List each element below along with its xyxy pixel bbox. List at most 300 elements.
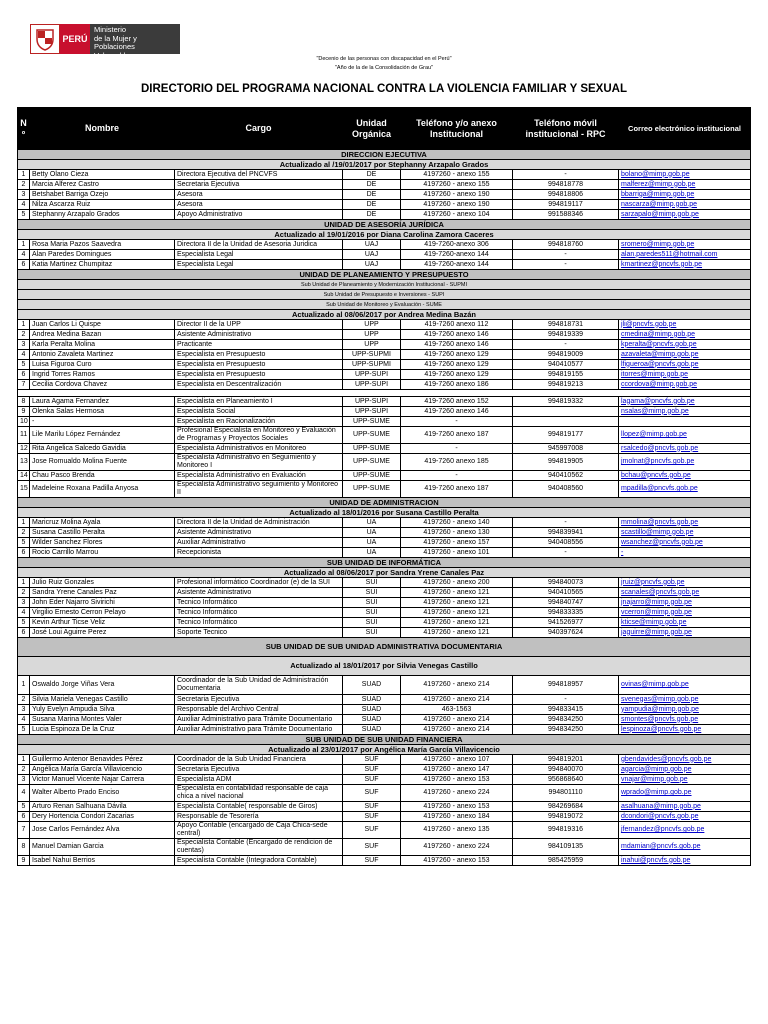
- unit: SUF: [343, 785, 401, 802]
- unit: UPP-SUPI: [343, 370, 401, 380]
- table-row: [18, 676, 751, 695]
- unit: UA: [343, 518, 401, 528]
- email[interactable]: malferez@mimp.gob.pe: [619, 180, 751, 190]
- person-name: Betty Olano Cieza: [30, 170, 175, 180]
- updated-note: Actualizado al 08/06/2017 por Andrea Medina Bazán: [18, 310, 751, 320]
- phone-extension: 4197260 - anexo 214: [401, 695, 513, 705]
- phone-extension: 4197260 - anexo 135: [401, 822, 513, 839]
- table-row: [18, 538, 751, 548]
- position: Especialista Administrativo en Evaluación: [175, 471, 343, 481]
- row-number: 5: [18, 360, 30, 370]
- row-number: 6: [18, 548, 30, 558]
- unit: DE: [343, 170, 401, 180]
- coat-of-arms-icon: [30, 24, 60, 54]
- email[interactable]: vcerron@mimp.gob.pe: [619, 608, 751, 618]
- unit: SUAD: [343, 676, 401, 695]
- mobile-rpc: -: [513, 548, 619, 558]
- unit: SUAD: [343, 715, 401, 725]
- mobile-rpc: 940410562: [513, 471, 619, 481]
- email[interactable]: scanales@pncvfs.gob.pe: [619, 588, 751, 598]
- table-row: [18, 802, 751, 812]
- person-name: Dery Hortencia Condori Zacarias: [30, 812, 175, 822]
- table-row: [18, 407, 751, 417]
- email[interactable]: ccordova@mimp.gob.pe: [619, 380, 751, 390]
- unit: UA: [343, 538, 401, 548]
- phone-extension: 419-7260 anexo 129: [401, 360, 513, 370]
- unit: UPP-SUME: [343, 471, 401, 481]
- column-header-email: Correo electrónico institucional: [619, 108, 751, 150]
- person-name: John Eder Najarro Sivirichi: [30, 598, 175, 608]
- table-row: [18, 618, 751, 628]
- phone-extension: 4197260 - anexo 157: [401, 538, 513, 548]
- row-number: 7: [18, 380, 30, 390]
- row-number: 5: [18, 210, 30, 220]
- section-header-row: [18, 220, 751, 230]
- email[interactable]: gbendavides@pncvfs.gob.pe: [619, 755, 751, 765]
- row-number: 1: [18, 320, 30, 330]
- table-row: [18, 705, 751, 715]
- phone-extension: 4197260 - anexo 184: [401, 812, 513, 822]
- email[interactable]: jli@pncvfs.gob.pe: [619, 320, 751, 330]
- unit: UA: [343, 528, 401, 538]
- row-number: 5: [18, 538, 30, 548]
- unit: UPP-SUME: [343, 454, 401, 471]
- table-row: [18, 250, 751, 260]
- mobile-rpc: 956868640: [513, 775, 619, 785]
- unit: SUAD: [343, 705, 401, 715]
- table-row: [18, 380, 751, 390]
- person-name: Angélica María García Villavicencio: [30, 765, 175, 775]
- table-row: [18, 528, 751, 538]
- position: Apoyo Administrativo: [175, 210, 343, 220]
- mobile-rpc: 994834250: [513, 725, 619, 735]
- email[interactable]: sromero@mimp.gob.pe: [619, 240, 751, 250]
- mobile-rpc: -: [513, 340, 619, 350]
- sub-unit-row: [18, 300, 751, 310]
- position: Especialista Contable( responsable de Giros): [175, 802, 343, 812]
- table-row: [18, 628, 751, 638]
- mobile-rpc: 994840747: [513, 598, 619, 608]
- email[interactable]: alan.paredes511@hotmail.com: [619, 250, 751, 260]
- person-name: Madeleine Roxana Padilla Anyosa: [30, 481, 175, 498]
- email[interactable]: inahui@pncvfs.gob.pe: [619, 856, 751, 866]
- mobile-rpc: 994833415: [513, 705, 619, 715]
- email[interactable]: asalhuana@mimp.gob.pe: [619, 802, 751, 812]
- person-name: Guillermo Antenor Benavides Pérez: [30, 755, 175, 765]
- phone-extension: 4197260 - anexo 121: [401, 618, 513, 628]
- email[interactable]: jmolnat@pncvfs.gob.pe: [619, 454, 751, 471]
- phone-extension: 419-7260 anexo 146: [401, 330, 513, 340]
- email[interactable]: lfigueroa@pncvfs.gob.pe: [619, 360, 751, 370]
- position: Profesional Especialista en Monitoreo y Evaluación de Programas y Proyectos Sociales: [175, 427, 343, 444]
- email: -: [619, 548, 751, 558]
- person-name: Silvia Mariela Venegas Castillo: [30, 695, 175, 705]
- position: Responsable del Archivo Central: [175, 705, 343, 715]
- section-title: SUB UNIDAD DE SUB UNIDAD FINANCIERA: [18, 735, 751, 745]
- row-number: 7: [18, 822, 30, 839]
- row-number: 2: [18, 695, 30, 705]
- table-row: [18, 775, 751, 785]
- person-name: Lile Marilu López Fernández: [30, 427, 175, 444]
- table-row: [18, 360, 751, 370]
- person-name: Katia Martinez Chumpitaz: [30, 260, 175, 270]
- mobile-rpc: 994819332: [513, 397, 619, 407]
- table-row: [18, 397, 751, 407]
- phone-extension: 419-7260 anexo 146: [401, 407, 513, 417]
- person-name: Olenka Salas Hermosa: [30, 407, 175, 417]
- table-row: [18, 471, 751, 481]
- unit: DE: [343, 180, 401, 190]
- email[interactable]: cmedina@mimp.gob.pe: [619, 330, 751, 340]
- mobile-rpc: -: [513, 260, 619, 270]
- updated-note-row: [18, 508, 751, 518]
- mobile-rpc: 984269684: [513, 802, 619, 812]
- anio-text: "Año de la de la Consolidación de Grau": [334, 65, 434, 71]
- mobile-rpc: 994819155: [513, 370, 619, 380]
- unit: UPP-SUPMI: [343, 350, 401, 360]
- position: Especialista Contable (Encargado de rendicion de cuentas): [175, 839, 343, 856]
- phone-extension: 4197260 - anexo 200: [401, 578, 513, 588]
- person-name: Juan Carlos Li Quispe: [30, 320, 175, 330]
- phone-extension: 4197260 - anexo 121: [401, 588, 513, 598]
- email[interactable]: azavaleta@mimp.gob.pe: [619, 350, 751, 360]
- table-row: [18, 260, 751, 270]
- email[interactable]: wprado@mimp.gob.pe: [619, 785, 751, 802]
- email[interactable]: jaguirre@mimp.gob.pe: [619, 628, 751, 638]
- person-name: -: [30, 417, 175, 427]
- email[interactable]: ovinas@mimp.gob.pe: [619, 676, 751, 695]
- position: Directora II de la Unidad de Asesoria Juridica: [175, 240, 343, 250]
- phone-extension: 4197260 - anexo 214: [401, 676, 513, 695]
- position: Profesional informático Coordinador (e) de la SUI: [175, 578, 343, 588]
- position: Tecnico Informático: [175, 608, 343, 618]
- position: Especialista en Presupuesto: [175, 360, 343, 370]
- email[interactable]: rsalcedo@pncvfs.gob.pe: [619, 444, 751, 454]
- table-row: [18, 822, 751, 839]
- updated-note: Actualizado al 18/01/2016 por Susana Castillo Peralta: [18, 508, 751, 518]
- phone-extension: 463-1563: [401, 705, 513, 715]
- table-body: [18, 150, 751, 866]
- email[interactable]: sarzapalo@mimp.gob.pe: [619, 210, 751, 220]
- position: Especialista Administrativo seguimiento y Monitoreo II: [175, 481, 343, 498]
- table-row: [18, 518, 751, 528]
- position: Responsable de Tesorería: [175, 812, 343, 822]
- column-header-name: Nombre: [30, 108, 175, 150]
- phone-extension: 419-7260 anexo 186: [401, 380, 513, 390]
- phone-extension: -: [401, 444, 513, 454]
- person-name: Cecilia Cordova Chavez: [30, 380, 175, 390]
- position: Auxiliar Administrativo para Trámite Documentario: [175, 715, 343, 725]
- person-name: Victor Manuel Vicente Najar Carrera: [30, 775, 175, 785]
- row-number: 4: [18, 715, 30, 725]
- phone-extension: 4197260 - anexo 104: [401, 210, 513, 220]
- unit: SUF: [343, 802, 401, 812]
- mobile-rpc: 994840073: [513, 578, 619, 588]
- email[interactable]: kperalta@pncvfs.gob.pe: [619, 340, 751, 350]
- position: Especialista en Presupuesto: [175, 370, 343, 380]
- person-name: José Loui Aguirre Perez: [30, 628, 175, 638]
- mobile-rpc: 994818760: [513, 240, 619, 250]
- mobile-rpc: 940410577: [513, 360, 619, 370]
- mobile-rpc: 991588346: [513, 210, 619, 220]
- phone-extension: 4197260 - anexo 190: [401, 190, 513, 200]
- table-row: [18, 340, 751, 350]
- sub-unit-row: [18, 290, 751, 300]
- table-row: [18, 812, 751, 822]
- section-header-row: [18, 498, 751, 508]
- table-row: [18, 578, 751, 588]
- table-row: [18, 444, 751, 454]
- column-header-position: Cargo: [175, 108, 343, 150]
- row-number: 1: [18, 170, 30, 180]
- mobile-rpc: 940410565: [513, 588, 619, 598]
- phone-extension: 419-7260 anexo 187: [401, 427, 513, 444]
- person-name: Nilza Ascarza Ruiz: [30, 200, 175, 210]
- person-name: Oswaldo Jorge Viñas Vera: [30, 676, 175, 695]
- table-row: [18, 200, 751, 210]
- directory-table: [17, 107, 751, 866]
- mobile-rpc: -: [513, 518, 619, 528]
- position: Recepcionista: [175, 548, 343, 558]
- updated-note-row: [18, 568, 751, 578]
- person-name: Alan Paredes Domingues: [30, 250, 175, 260]
- unit: SUF: [343, 856, 401, 866]
- table-row: [18, 210, 751, 220]
- row-number: 1: [18, 755, 30, 765]
- email[interactable]: vnajar@mimp.gob.pe: [619, 775, 751, 785]
- email[interactable]: wsanchez@pncvfs.gob.pe: [619, 538, 751, 548]
- email[interactable]: jfernandez@pncvfs.gob.pe: [619, 822, 751, 839]
- email[interactable]: mmolina@pncvfs.gob.pe: [619, 518, 751, 528]
- mobile-rpc: 940408556: [513, 538, 619, 548]
- unit: UPP: [343, 340, 401, 350]
- phone-extension: 419-7260-anexo 144: [401, 260, 513, 270]
- updated-note: Actualizado al 18/01/2017 por Silvia Venegas Castillo: [18, 657, 751, 676]
- updated-note-row: [18, 160, 751, 170]
- person-name: Rita Angelica Salcedo Gavidia: [30, 444, 175, 454]
- unit: SUF: [343, 765, 401, 775]
- unit: SUI: [343, 578, 401, 588]
- position: Especialista Social: [175, 407, 343, 417]
- table-row: [18, 765, 751, 775]
- email[interactable]: bbarriga@mimp.gob.pe: [619, 190, 751, 200]
- row-number: 2: [18, 180, 30, 190]
- email[interactable]: svenegas@mimp.gob.pe: [619, 695, 751, 705]
- email[interactable]: scastillo@mimp.gob.pe: [619, 528, 751, 538]
- row-number: 12: [18, 444, 30, 454]
- email[interactable]: jnajarro@mimp.gob.pe: [619, 598, 751, 608]
- table-header-row: [18, 108, 751, 150]
- unit: SUF: [343, 775, 401, 785]
- row-number: 3: [18, 340, 30, 350]
- email[interactable]: kmartinez@pncvfs.gob.pe: [619, 260, 751, 270]
- phone-extension: -: [401, 471, 513, 481]
- row-number: 2: [18, 528, 30, 538]
- unit: SUAD: [343, 725, 401, 735]
- row-number: 5: [18, 725, 30, 735]
- section-header-row: [18, 150, 751, 160]
- table-row: [18, 370, 751, 380]
- person-name: Betshabet Barriga Ozejo: [30, 190, 175, 200]
- position: Director II de la UPP: [175, 320, 343, 330]
- table-row: [18, 598, 751, 608]
- email[interactable]: dcondori@pncvfs.gob.pe: [619, 812, 751, 822]
- row-number: 15: [18, 481, 30, 498]
- row-number: 1: [18, 240, 30, 250]
- section-header-row: [18, 638, 751, 657]
- person-name: Chau Pasco Brenda: [30, 471, 175, 481]
- ministry-logo: [30, 24, 180, 60]
- section-header-row: [18, 270, 751, 280]
- position: Directora II de la Unidad de Administración: [175, 518, 343, 528]
- person-name: Ingrid Torres Ramos: [30, 370, 175, 380]
- unit: UPP-SUME: [343, 444, 401, 454]
- row-number: 8: [18, 397, 30, 407]
- phone-extension: 419-7260 anexo 146: [401, 340, 513, 350]
- phone-extension: 4197260 - anexo 214: [401, 725, 513, 735]
- table-row: [18, 755, 751, 765]
- unit: SUI: [343, 598, 401, 608]
- unit: SUAD: [343, 695, 401, 705]
- person-name: Laura Agama Fernandez: [30, 397, 175, 407]
- table-row: [18, 320, 751, 330]
- phone-extension: 4197260 - anexo 107: [401, 755, 513, 765]
- email[interactable]: kticse@mimp.gob.pe: [619, 618, 751, 628]
- table-row: [18, 417, 751, 427]
- unit: DE: [343, 190, 401, 200]
- email[interactable]: lespinoza@pncvfs.gob.pe: [619, 725, 751, 735]
- mobile-rpc: 994819009: [513, 350, 619, 360]
- email[interactable]: mdamian@pncvfs.gob.pe: [619, 839, 751, 856]
- updated-note: Actualizado al 19/01/2016 por Diana Carolina Zamora Caceres: [18, 230, 751, 240]
- table-row: [18, 330, 751, 340]
- mobile-rpc: 994833335: [513, 608, 619, 618]
- email[interactable]: llopez@mimp.gob.pe: [619, 427, 751, 444]
- person-name: Julio Ruiz Gonzales: [30, 578, 175, 588]
- phone-extension: 419-7260 anexo 129: [401, 370, 513, 380]
- position: Coordinador de la Sub Unidad Financiera: [175, 755, 343, 765]
- email[interactable]: itorres@mimp.gob.pe: [619, 370, 751, 380]
- position: Asesora: [175, 200, 343, 210]
- email[interactable]: yampudia@mimp.gob.pe: [619, 705, 751, 715]
- mobile-rpc: 984109135: [513, 839, 619, 856]
- section-title: UNIDAD DE PLANEAMIENTO Y PRESUPUESTO: [18, 270, 751, 280]
- mobile-rpc: 994818731: [513, 320, 619, 330]
- section-title: SUB UNIDAD DE SUB UNIDAD ADMINISTRATIVA DOCUMENTARIA: [18, 638, 751, 657]
- position: Especialista Legal: [175, 250, 343, 260]
- table-row: [18, 725, 751, 735]
- table-row: [18, 180, 751, 190]
- updated-note-row: [18, 310, 751, 320]
- row-number: 3: [18, 705, 30, 715]
- email[interactable]: agarcia@mimp.gob.pe: [619, 765, 751, 775]
- email[interactable]: nascarza@mimp.gob.pe: [619, 200, 751, 210]
- unit: SUF: [343, 812, 401, 822]
- phone-extension: 419-7260-anexo 144: [401, 250, 513, 260]
- position: Tecnico Informático: [175, 598, 343, 608]
- mobile-rpc: 940408560: [513, 481, 619, 498]
- email[interactable]: mpadilla@pncvfs.gob.pe: [619, 481, 751, 498]
- email[interactable]: bchau@pncvfs.gob.pe: [619, 471, 751, 481]
- row-number: 6: [18, 260, 30, 270]
- person-name: Andrea Medina Bazan: [30, 330, 175, 340]
- table-row: [18, 856, 751, 866]
- position: Especialista Administrativo en Seguimiento y Monitoreo I: [175, 454, 343, 471]
- unit: SUI: [343, 618, 401, 628]
- row-number: 3: [18, 598, 30, 608]
- phone-extension: 419-7260 anexo 152: [401, 397, 513, 407]
- table-row: [18, 608, 751, 618]
- row-number: 4: [18, 608, 30, 618]
- phone-extension: 4197260 - anexo 153: [401, 802, 513, 812]
- section-header-row: [18, 735, 751, 745]
- mobile-rpc: -: [513, 695, 619, 705]
- phone-extension: 4197260 - anexo 121: [401, 628, 513, 638]
- person-name: Marcia Alferez Castro: [30, 180, 175, 190]
- position: Asistente Administrativo: [175, 528, 343, 538]
- person-name: Rocio Carrillo Marrou: [30, 548, 175, 558]
- mobile-rpc: 994840070: [513, 765, 619, 775]
- mobile-rpc: 994818778: [513, 180, 619, 190]
- phone-extension: 4197260 - anexo 153: [401, 856, 513, 866]
- table-row: [18, 785, 751, 802]
- mobile-rpc: [513, 417, 619, 427]
- unit: UPP-SUME: [343, 427, 401, 444]
- email[interactable]: nsalas@mimp.gob.pe: [619, 407, 751, 417]
- phone-extension: 419-7260 anexo 129: [401, 350, 513, 360]
- mobile-rpc: 940397624: [513, 628, 619, 638]
- email[interactable]: smontes@pncvfs.gob.pe: [619, 715, 751, 725]
- mobile-rpc: 994839941: [513, 528, 619, 538]
- email[interactable]: jruiz@pncvfs.gob.pe: [619, 578, 751, 588]
- mobile-rpc: 994801110: [513, 785, 619, 802]
- unit: UPP-SUPI: [343, 397, 401, 407]
- position: Especialista ADM: [175, 775, 343, 785]
- sub-unit-label: Sub Unidad de Monitoreo y Evaluación - SUME: [18, 300, 751, 310]
- row-number: 3: [18, 775, 30, 785]
- email[interactable]: lagama@pncvfs.gob.pe: [619, 397, 751, 407]
- table-row: [18, 839, 751, 856]
- table-row: [18, 170, 751, 180]
- phone-extension: 4197260 - anexo 214: [401, 715, 513, 725]
- phone-extension: 419-7260 anexo 112: [401, 320, 513, 330]
- updated-note-row: [18, 745, 751, 755]
- person-name: Stephanny Arzapalo Grados: [30, 210, 175, 220]
- person-name: Manuel Damian Garcia: [30, 839, 175, 856]
- unit: DE: [343, 210, 401, 220]
- position: Secretaria Ejecutiva: [175, 180, 343, 190]
- row-number: 1: [18, 676, 30, 695]
- position: Especialista Administrativos en Monitoreo: [175, 444, 343, 454]
- person-name: Susana Castillo Peralta: [30, 528, 175, 538]
- table-row: [18, 588, 751, 598]
- mobile-rpc: 994819213: [513, 380, 619, 390]
- sub-unit-label: Sub Unidad de Presupuesto e Inversiones - SUPI: [18, 290, 751, 300]
- row-number: 1: [18, 518, 30, 528]
- table-row: [18, 715, 751, 725]
- updated-note: Actualizado al 08/06/2017 por Sandra Yrene Canales Paz: [18, 568, 751, 578]
- row-number: 6: [18, 812, 30, 822]
- row-number: 2: [18, 330, 30, 340]
- unit: UA: [343, 548, 401, 558]
- section-title: UNIDAD DE ASESORÍA JURÍDICA: [18, 220, 751, 230]
- unit: SUI: [343, 628, 401, 638]
- mobile-rpc: 985425959: [513, 856, 619, 866]
- person-name: Jose Romualdo Molina Fuente: [30, 454, 175, 471]
- mobile-rpc: 994819072: [513, 812, 619, 822]
- email[interactable]: bolano@mimp.gob.pe: [619, 170, 751, 180]
- unit: SUI: [343, 588, 401, 598]
